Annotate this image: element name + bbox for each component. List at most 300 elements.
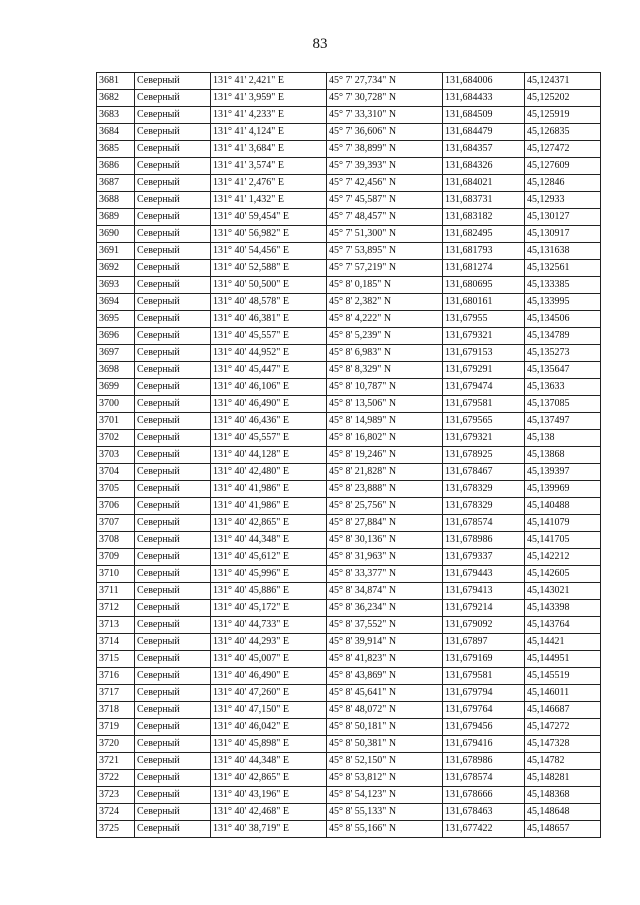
table-row — [97, 430, 601, 447]
longitude-decimal-cell: 131,679416 — [443, 736, 525, 753]
region-cell: Северный — [135, 413, 211, 430]
latitude-decimal-cell: 45,127609 — [525, 158, 601, 175]
longitude-dms-cell: 131° 40' 45,557" E — [211, 328, 327, 345]
latitude-dms-cell: 45° 7' 57,219" N — [327, 260, 443, 277]
longitude-decimal-cell: 131,677422 — [443, 821, 525, 838]
longitude-dms-cell: 131° 40' 46,381" E — [211, 311, 327, 328]
point-number-cell: 3714 — [97, 634, 135, 651]
table-row — [97, 362, 601, 379]
latitude-decimal-cell: 45,132561 — [525, 260, 601, 277]
latitude-decimal-cell: 45,143764 — [525, 617, 601, 634]
point-number-cell: 3716 — [97, 668, 135, 685]
longitude-dms-cell: 131° 40' 38,719" E — [211, 821, 327, 838]
longitude-decimal-cell: 131,678986 — [443, 753, 525, 770]
region-cell: Северный — [135, 498, 211, 515]
table-row — [97, 532, 601, 549]
table-row — [97, 243, 601, 260]
longitude-decimal-cell: 131,680161 — [443, 294, 525, 311]
point-number-cell: 3708 — [97, 532, 135, 549]
longitude-decimal-cell: 131,679443 — [443, 566, 525, 583]
point-number-cell: 3693 — [97, 277, 135, 294]
region-cell: Северный — [135, 566, 211, 583]
longitude-dms-cell: 131° 41' 1,432" E — [211, 192, 327, 209]
table-row — [97, 787, 601, 804]
longitude-dms-cell: 131° 40' 46,042" E — [211, 719, 327, 736]
longitude-decimal-cell: 131,681274 — [443, 260, 525, 277]
longitude-dms-cell: 131° 40' 44,733" E — [211, 617, 327, 634]
latitude-dms-cell: 45° 8' 23,888" N — [327, 481, 443, 498]
longitude-dms-cell: 131° 40' 54,456" E — [211, 243, 327, 260]
longitude-dms-cell: 131° 40' 47,150" E — [211, 702, 327, 719]
latitude-dms-cell: 45° 8' 5,239" N — [327, 328, 443, 345]
region-cell: Северный — [135, 447, 211, 464]
latitude-dms-cell: 45° 7' 45,587" N — [327, 192, 443, 209]
longitude-decimal-cell: 131,679794 — [443, 685, 525, 702]
point-number-cell: 3696 — [97, 328, 135, 345]
table-row — [97, 311, 601, 328]
longitude-decimal-cell: 131,684006 — [443, 73, 525, 90]
region-cell: Северный — [135, 481, 211, 498]
longitude-decimal-cell: 131,678574 — [443, 515, 525, 532]
latitude-decimal-cell: 45,133995 — [525, 294, 601, 311]
table-row — [97, 821, 601, 838]
longitude-dms-cell: 131° 41' 2,476" E — [211, 175, 327, 192]
latitude-decimal-cell: 45,146687 — [525, 702, 601, 719]
longitude-dms-cell: 131° 40' 47,260" E — [211, 685, 327, 702]
latitude-decimal-cell: 45,125919 — [525, 107, 601, 124]
table-row — [97, 804, 601, 821]
longitude-dms-cell: 131° 41' 3,959" E — [211, 90, 327, 107]
latitude-decimal-cell: 45,146011 — [525, 685, 601, 702]
longitude-decimal-cell: 131,678463 — [443, 804, 525, 821]
point-number-cell: 3717 — [97, 685, 135, 702]
longitude-decimal-cell: 131,684433 — [443, 90, 525, 107]
point-number-cell: 3705 — [97, 481, 135, 498]
table-row — [97, 413, 601, 430]
latitude-dms-cell: 45° 8' 55,133" N — [327, 804, 443, 821]
longitude-dms-cell: 131° 40' 50,500" E — [211, 277, 327, 294]
point-number-cell: 3712 — [97, 600, 135, 617]
table-row — [97, 668, 601, 685]
latitude-dms-cell: 45° 8' 4,222" N — [327, 311, 443, 328]
latitude-decimal-cell: 45,13633 — [525, 379, 601, 396]
longitude-decimal-cell: 131,683731 — [443, 192, 525, 209]
region-cell: Северный — [135, 90, 211, 107]
latitude-decimal-cell: 45,126835 — [525, 124, 601, 141]
latitude-dms-cell: 45° 8' 13,506" N — [327, 396, 443, 413]
longitude-decimal-cell: 131,684021 — [443, 175, 525, 192]
latitude-decimal-cell: 45,148281 — [525, 770, 601, 787]
point-number-cell: 3713 — [97, 617, 135, 634]
region-cell: Северный — [135, 73, 211, 90]
point-number-cell: 3700 — [97, 396, 135, 413]
region-cell: Северный — [135, 464, 211, 481]
longitude-dms-cell: 131° 40' 44,952" E — [211, 345, 327, 362]
point-number-cell: 3725 — [97, 821, 135, 838]
point-number-cell: 3720 — [97, 736, 135, 753]
table-row — [97, 651, 601, 668]
latitude-decimal-cell: 45,140488 — [525, 498, 601, 515]
latitude-dms-cell: 45° 8' 36,234" N — [327, 600, 443, 617]
region-cell: Северный — [135, 651, 211, 668]
point-number-cell: 3707 — [97, 515, 135, 532]
latitude-dms-cell: 45° 8' 25,756" N — [327, 498, 443, 515]
latitude-dms-cell: 45° 8' 37,552" N — [327, 617, 443, 634]
longitude-decimal-cell: 131,678925 — [443, 447, 525, 464]
longitude-dms-cell: 131° 40' 45,557" E — [211, 430, 327, 447]
latitude-decimal-cell: 45,147272 — [525, 719, 601, 736]
longitude-dms-cell: 131° 40' 45,886" E — [211, 583, 327, 600]
table-row — [97, 260, 601, 277]
longitude-dms-cell: 131° 40' 52,588" E — [211, 260, 327, 277]
point-number-cell: 3701 — [97, 413, 135, 430]
point-number-cell: 3711 — [97, 583, 135, 600]
point-number-cell: 3721 — [97, 753, 135, 770]
latitude-decimal-cell: 45,13868 — [525, 447, 601, 464]
latitude-dms-cell: 45° 7' 39,393" N — [327, 158, 443, 175]
longitude-decimal-cell: 131,679413 — [443, 583, 525, 600]
latitude-dms-cell: 45° 7' 30,728" N — [327, 90, 443, 107]
longitude-dms-cell: 131° 40' 44,348" E — [211, 532, 327, 549]
latitude-decimal-cell: 45,137497 — [525, 413, 601, 430]
latitude-dms-cell: 45° 8' 19,246" N — [327, 447, 443, 464]
point-number-cell: 3683 — [97, 107, 135, 124]
longitude-dms-cell: 131° 40' 56,982" E — [211, 226, 327, 243]
longitude-decimal-cell: 131,678986 — [443, 532, 525, 549]
latitude-dms-cell: 45° 8' 39,914" N — [327, 634, 443, 651]
region-cell: Северный — [135, 685, 211, 702]
longitude-dms-cell: 131° 40' 46,490" E — [211, 396, 327, 413]
longitude-decimal-cell: 131,679153 — [443, 345, 525, 362]
region-cell: Северный — [135, 753, 211, 770]
longitude-decimal-cell: 131,679169 — [443, 651, 525, 668]
latitude-dms-cell: 45° 7' 42,456" N — [327, 175, 443, 192]
latitude-dms-cell: 45° 8' 6,983" N — [327, 345, 443, 362]
latitude-decimal-cell: 45,139397 — [525, 464, 601, 481]
table-row — [97, 464, 601, 481]
latitude-dms-cell: 45° 8' 55,166" N — [327, 821, 443, 838]
latitude-dms-cell: 45° 8' 34,874" N — [327, 583, 443, 600]
longitude-dms-cell: 131° 40' 48,578" E — [211, 294, 327, 311]
longitude-dms-cell: 131° 40' 59,454" E — [211, 209, 327, 226]
table-row — [97, 685, 601, 702]
latitude-decimal-cell: 45,127472 — [525, 141, 601, 158]
region-cell: Северный — [135, 532, 211, 549]
longitude-decimal-cell: 131,679565 — [443, 413, 525, 430]
region-cell: Северный — [135, 277, 211, 294]
longitude-dms-cell: 131° 40' 45,996" E — [211, 566, 327, 583]
longitude-decimal-cell: 131,679581 — [443, 396, 525, 413]
table-row — [97, 175, 601, 192]
table-row — [97, 379, 601, 396]
longitude-dms-cell: 131° 41' 2,421" E — [211, 73, 327, 90]
region-cell: Северный — [135, 192, 211, 209]
latitude-decimal-cell: 45,145519 — [525, 668, 601, 685]
longitude-dms-cell: 131° 40' 46,106" E — [211, 379, 327, 396]
region-cell: Северный — [135, 175, 211, 192]
point-number-cell: 3715 — [97, 651, 135, 668]
point-number-cell: 3681 — [97, 73, 135, 90]
point-number-cell: 3689 — [97, 209, 135, 226]
table-row — [97, 719, 601, 736]
longitude-decimal-cell: 131,67955 — [443, 311, 525, 328]
region-cell: Северный — [135, 124, 211, 141]
point-number-cell: 3685 — [97, 141, 135, 158]
region-cell: Северный — [135, 345, 211, 362]
latitude-dms-cell: 45° 7' 33,310" N — [327, 107, 443, 124]
longitude-dms-cell: 131° 40' 41,986" E — [211, 498, 327, 515]
region-cell: Северный — [135, 430, 211, 447]
point-number-cell: 3690 — [97, 226, 135, 243]
latitude-decimal-cell: 45,138 — [525, 430, 601, 447]
region-cell: Северный — [135, 668, 211, 685]
longitude-dms-cell: 131° 40' 44,128" E — [211, 447, 327, 464]
region-cell: Северный — [135, 396, 211, 413]
longitude-decimal-cell: 131,679321 — [443, 430, 525, 447]
longitude-dms-cell: 131° 40' 44,348" E — [211, 753, 327, 770]
table-row — [97, 192, 601, 209]
region-cell: Северный — [135, 328, 211, 345]
point-number-cell: 3694 — [97, 294, 135, 311]
table-row — [97, 498, 601, 515]
point-number-cell: 3703 — [97, 447, 135, 464]
longitude-dms-cell: 131° 40' 41,986" E — [211, 481, 327, 498]
point-number-cell: 3688 — [97, 192, 135, 209]
latitude-dms-cell: 45° 8' 54,123" N — [327, 787, 443, 804]
table-row — [97, 73, 601, 90]
table-row — [97, 481, 601, 498]
table-row — [97, 447, 601, 464]
latitude-decimal-cell: 45,147328 — [525, 736, 601, 753]
latitude-dms-cell: 45° 8' 14,989" N — [327, 413, 443, 430]
latitude-dms-cell: 45° 7' 48,457" N — [327, 209, 443, 226]
longitude-decimal-cell: 131,682495 — [443, 226, 525, 243]
longitude-dms-cell: 131° 40' 42,468" E — [211, 804, 327, 821]
longitude-decimal-cell: 131,679337 — [443, 549, 525, 566]
region-cell: Северный — [135, 141, 211, 158]
longitude-dms-cell: 131° 40' 46,490" E — [211, 668, 327, 685]
latitude-decimal-cell: 45,142605 — [525, 566, 601, 583]
point-number-cell: 3709 — [97, 549, 135, 566]
latitude-dms-cell: 45° 8' 50,181" N — [327, 719, 443, 736]
latitude-decimal-cell: 45,12933 — [525, 192, 601, 209]
region-cell: Северный — [135, 736, 211, 753]
latitude-dms-cell: 45° 8' 0,185" N — [327, 277, 443, 294]
latitude-decimal-cell: 45,142212 — [525, 549, 601, 566]
latitude-decimal-cell: 45,143021 — [525, 583, 601, 600]
latitude-dms-cell: 45° 7' 51,300" N — [327, 226, 443, 243]
region-cell: Северный — [135, 226, 211, 243]
latitude-decimal-cell: 45,139969 — [525, 481, 601, 498]
table-row — [97, 600, 601, 617]
latitude-dms-cell: 45° 7' 38,899" N — [327, 141, 443, 158]
region-cell: Северный — [135, 617, 211, 634]
longitude-dms-cell: 131° 40' 45,172" E — [211, 600, 327, 617]
longitude-decimal-cell: 131,678574 — [443, 770, 525, 787]
point-number-cell: 3722 — [97, 770, 135, 787]
point-number-cell: 3723 — [97, 787, 135, 804]
latitude-decimal-cell: 45,135273 — [525, 345, 601, 362]
longitude-decimal-cell: 131,684326 — [443, 158, 525, 175]
table-row — [97, 141, 601, 158]
longitude-dms-cell: 131° 40' 45,447" E — [211, 362, 327, 379]
latitude-dms-cell: 45° 8' 30,136" N — [327, 532, 443, 549]
latitude-decimal-cell: 45,144951 — [525, 651, 601, 668]
longitude-dms-cell: 131° 40' 45,898" E — [211, 736, 327, 753]
longitude-dms-cell: 131° 41' 3,574" E — [211, 158, 327, 175]
longitude-decimal-cell: 131,684357 — [443, 141, 525, 158]
longitude-dms-cell: 131° 41' 3,684" E — [211, 141, 327, 158]
point-number-cell: 3702 — [97, 430, 135, 447]
table-row — [97, 753, 601, 770]
latitude-decimal-cell: 45,135647 — [525, 362, 601, 379]
region-cell: Северный — [135, 821, 211, 838]
longitude-decimal-cell: 131,679474 — [443, 379, 525, 396]
region-cell: Северный — [135, 209, 211, 226]
point-number-cell: 3684 — [97, 124, 135, 141]
table-row — [97, 736, 601, 753]
longitude-dms-cell: 131° 40' 45,007" E — [211, 651, 327, 668]
point-number-cell: 3692 — [97, 260, 135, 277]
latitude-decimal-cell: 45,141705 — [525, 532, 601, 549]
longitude-decimal-cell: 131,678329 — [443, 481, 525, 498]
longitude-dms-cell: 131° 40' 44,293" E — [211, 634, 327, 651]
latitude-decimal-cell: 45,14782 — [525, 753, 601, 770]
point-number-cell: 3698 — [97, 362, 135, 379]
table-row — [97, 549, 601, 566]
region-cell: Северный — [135, 515, 211, 532]
latitude-decimal-cell: 45,130127 — [525, 209, 601, 226]
table-row — [97, 583, 601, 600]
table-row — [97, 770, 601, 787]
latitude-decimal-cell: 45,143398 — [525, 600, 601, 617]
point-number-cell: 3719 — [97, 719, 135, 736]
latitude-decimal-cell: 45,133385 — [525, 277, 601, 294]
table-row — [97, 515, 601, 532]
latitude-dms-cell: 45° 8' 8,329" N — [327, 362, 443, 379]
point-number-cell: 3682 — [97, 90, 135, 107]
region-cell: Северный — [135, 583, 211, 600]
region-cell: Северный — [135, 107, 211, 124]
table-row — [97, 277, 601, 294]
table-row — [97, 107, 601, 124]
table-row — [97, 90, 601, 107]
latitude-decimal-cell: 45,134789 — [525, 328, 601, 345]
region-cell: Северный — [135, 311, 211, 328]
latitude-decimal-cell: 45,14421 — [525, 634, 601, 651]
longitude-decimal-cell: 131,679321 — [443, 328, 525, 345]
region-cell: Северный — [135, 243, 211, 260]
latitude-decimal-cell: 45,124371 — [525, 73, 601, 90]
point-number-cell: 3710 — [97, 566, 135, 583]
page-number: 83 — [312, 36, 328, 52]
latitude-decimal-cell: 45,148657 — [525, 821, 601, 838]
latitude-dms-cell: 45° 8' 53,812" N — [327, 770, 443, 787]
latitude-dms-cell: 45° 7' 36,606" N — [327, 124, 443, 141]
latitude-decimal-cell: 45,134506 — [525, 311, 601, 328]
table-row — [97, 345, 601, 362]
point-number-cell: 3697 — [97, 345, 135, 362]
latitude-dms-cell: 45° 8' 43,869" N — [327, 668, 443, 685]
latitude-dms-cell: 45° 8' 33,377" N — [327, 566, 443, 583]
longitude-decimal-cell: 131,683182 — [443, 209, 525, 226]
longitude-decimal-cell: 131,67897 — [443, 634, 525, 651]
longitude-decimal-cell: 131,681793 — [443, 243, 525, 260]
latitude-decimal-cell: 45,131638 — [525, 243, 601, 260]
latitude-dms-cell: 45° 8' 50,381" N — [327, 736, 443, 753]
latitude-dms-cell: 45° 8' 41,823" N — [327, 651, 443, 668]
table-row — [97, 617, 601, 634]
region-cell: Северный — [135, 294, 211, 311]
point-number-cell: 3695 — [97, 311, 135, 328]
latitude-dms-cell: 45° 8' 48,072" N — [327, 702, 443, 719]
longitude-decimal-cell: 131,679456 — [443, 719, 525, 736]
longitude-decimal-cell: 131,680695 — [443, 277, 525, 294]
latitude-decimal-cell: 45,137085 — [525, 396, 601, 413]
longitude-dms-cell: 131° 40' 46,436" E — [211, 413, 327, 430]
longitude-dms-cell: 131° 40' 42,865" E — [211, 515, 327, 532]
point-number-cell: 3686 — [97, 158, 135, 175]
region-cell: Северный — [135, 787, 211, 804]
latitude-dms-cell: 45° 7' 27,734" N — [327, 73, 443, 90]
latitude-dms-cell: 45° 8' 16,802" N — [327, 430, 443, 447]
table-row — [97, 634, 601, 651]
longitude-decimal-cell: 131,678467 — [443, 464, 525, 481]
longitude-decimal-cell: 131,679581 — [443, 668, 525, 685]
latitude-decimal-cell: 45,141079 — [525, 515, 601, 532]
longitude-decimal-cell: 131,679214 — [443, 600, 525, 617]
longitude-dms-cell: 131° 40' 45,612" E — [211, 549, 327, 566]
region-cell: Северный — [135, 379, 211, 396]
point-number-cell: 3724 — [97, 804, 135, 821]
latitude-dms-cell: 45° 8' 2,382" N — [327, 294, 443, 311]
longitude-decimal-cell: 131,684479 — [443, 124, 525, 141]
region-cell: Северный — [135, 770, 211, 787]
table-row — [97, 328, 601, 345]
longitude-decimal-cell: 131,678329 — [443, 498, 525, 515]
table-row — [97, 124, 601, 141]
region-cell: Северный — [135, 804, 211, 821]
region-cell: Северный — [135, 719, 211, 736]
latitude-decimal-cell: 45,148648 — [525, 804, 601, 821]
table-row — [97, 226, 601, 243]
latitude-dms-cell: 45° 8' 27,884" N — [327, 515, 443, 532]
latitude-decimal-cell: 45,12846 — [525, 175, 601, 192]
longitude-decimal-cell: 131,679092 — [443, 617, 525, 634]
longitude-dms-cell: 131° 41' 4,233" E — [211, 107, 327, 124]
latitude-dms-cell: 45° 8' 52,150" N — [327, 753, 443, 770]
latitude-decimal-cell: 45,148368 — [525, 787, 601, 804]
longitude-dms-cell: 131° 40' 43,196" E — [211, 787, 327, 804]
coordinates-table — [96, 72, 601, 838]
region-cell: Северный — [135, 600, 211, 617]
point-number-cell: 3687 — [97, 175, 135, 192]
region-cell: Северный — [135, 158, 211, 175]
latitude-decimal-cell: 45,130917 — [525, 226, 601, 243]
table-row — [97, 294, 601, 311]
latitude-dms-cell: 45° 8' 45,641" N — [327, 685, 443, 702]
latitude-dms-cell: 45° 8' 10,787" N — [327, 379, 443, 396]
longitude-decimal-cell: 131,679291 — [443, 362, 525, 379]
latitude-decimal-cell: 45,125202 — [525, 90, 601, 107]
point-number-cell: 3718 — [97, 702, 135, 719]
point-number-cell: 3691 — [97, 243, 135, 260]
latitude-dms-cell: 45° 8' 21,828" N — [327, 464, 443, 481]
longitude-decimal-cell: 131,684509 — [443, 107, 525, 124]
longitude-dms-cell: 131° 40' 42,480" E — [211, 464, 327, 481]
region-cell: Северный — [135, 634, 211, 651]
table-row — [97, 566, 601, 583]
